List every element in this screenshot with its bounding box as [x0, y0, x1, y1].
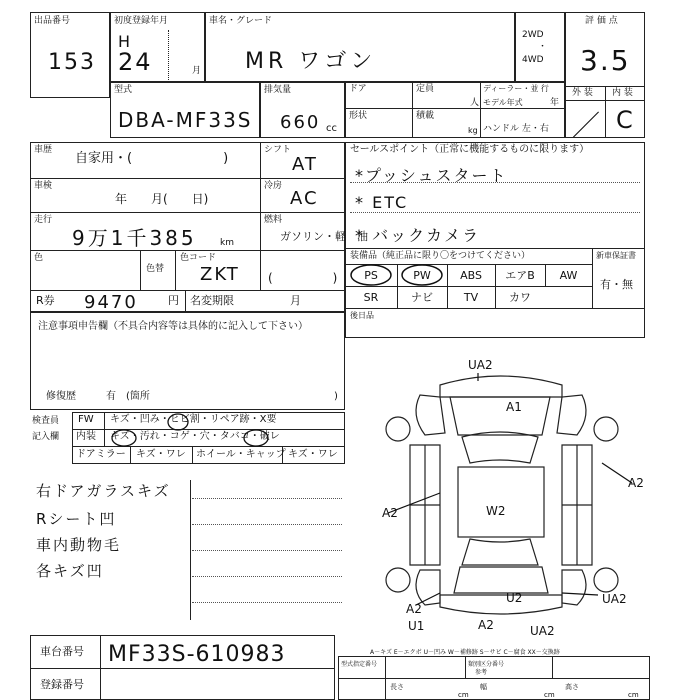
- equip-airbag: エアB: [505, 269, 535, 282]
- color-code-value: ZKT: [200, 264, 240, 285]
- equip-sr: SR: [363, 290, 379, 304]
- damage-legend: A－キズ E－エクボ U－凹み W－補修跡 S－サビ C－腐食 XX－交換跡: [370, 649, 560, 656]
- registration-label: 登録番号: [40, 678, 84, 691]
- mark-rear-left-bumper: U1: [408, 619, 425, 633]
- expiry-label: 名変期限: [190, 294, 234, 307]
- length-label: 長さ: [390, 683, 404, 691]
- equip-ps: PS: [364, 268, 378, 282]
- model-year-label: モデル年式: [483, 98, 523, 107]
- capacity-label: 定員: [416, 84, 435, 94]
- recycle-label: R券: [36, 294, 55, 307]
- inspection-template: 年 月( 日): [115, 192, 209, 206]
- fuel-paren: ( ): [268, 271, 338, 285]
- chassis-value: MF33S-610983: [108, 642, 286, 667]
- exterior-label: 外 装: [572, 88, 593, 98]
- first-registration-label: 初度登録年月: [114, 16, 169, 26]
- lot-number-value: 153: [48, 50, 96, 75]
- extra-wheel-damage: キズ・ワレ: [288, 449, 338, 460]
- car-damage-diagram: [370, 355, 660, 645]
- car-name-label: 車名・グレード: [209, 16, 273, 26]
- load-unit: kg: [468, 126, 478, 135]
- class-number-label: 類別区分番号: [468, 661, 505, 668]
- displacement-unit: cc: [326, 123, 337, 134]
- mileage-unit: km: [220, 238, 234, 248]
- mark-rear-hatch: U2: [506, 591, 523, 605]
- expiry-month: 月: [290, 294, 301, 307]
- interior-options: キズ・汚れ・コゲ・穴・タバコ・破レ: [110, 431, 280, 442]
- comment-2: Rシート凹: [36, 510, 117, 528]
- mark-hood: A1: [506, 400, 522, 414]
- door-label: ドア: [349, 84, 367, 94]
- shift-value: AT: [292, 154, 318, 175]
- fw-options: キズ・凹み・ヒビ割・リペア跡・X要: [110, 414, 277, 425]
- inspection-label: 車検: [34, 181, 53, 191]
- equip-leather: カワ: [509, 291, 531, 304]
- interior-check-label: 内装: [76, 431, 96, 442]
- usage-value: 自家用・( ): [75, 151, 229, 166]
- dealer-label: ディーラー・並 行: [483, 84, 549, 93]
- inspection-circle-marks: [100, 408, 320, 448]
- sales-point-3: * バックカメラ: [355, 226, 481, 245]
- color-code-label: 色コード: [180, 253, 217, 263]
- mark-rear-left: A2: [406, 602, 422, 616]
- model-label: 型式: [114, 85, 133, 95]
- load-label: 積載: [416, 111, 435, 121]
- height-label: 高さ: [565, 683, 579, 691]
- color-change-label: 色替: [146, 264, 165, 274]
- equipment-label: 装備品（純正品に限り〇をつけてください）: [350, 251, 531, 261]
- extra-mirror-damage: キズ・ワレ: [136, 449, 186, 460]
- drive-4wd: 4WD: [522, 55, 544, 65]
- registration-month-unit: 月: [192, 66, 202, 76]
- model-value: DBA-MF33S: [118, 108, 253, 132]
- form-designation-label: 型式指定番号: [341, 661, 378, 668]
- fuel-options: ガソリン・軽 油: [280, 230, 368, 243]
- entry-label: 記入欄: [32, 432, 60, 442]
- exterior-grade: ／: [572, 109, 603, 142]
- comment-1: 右ドアガラスキズ: [36, 482, 171, 500]
- sales-point-1: *プッシュスタート: [355, 166, 508, 185]
- height-unit: cm: [628, 691, 639, 699]
- sales-points-label: セールスポイント（正常に機能するものに限ります）: [350, 144, 590, 155]
- mark-rear-bumper-right: UA2: [530, 624, 555, 638]
- recycle-unit: 円: [168, 294, 179, 307]
- color-label: 色: [34, 253, 44, 263]
- equip-pw: PW: [413, 268, 431, 282]
- recycle-value: 9470: [84, 292, 138, 313]
- equip-navi: ナビ: [411, 291, 433, 304]
- equipment-circle-marks: [345, 262, 455, 310]
- capacity-unit: 人: [470, 98, 480, 108]
- equip-tv: TV: [463, 290, 479, 304]
- registration-year: 24: [118, 48, 153, 76]
- equip-aw: AW: [559, 268, 578, 282]
- new-warranty-value: 有・無: [600, 278, 633, 291]
- width-unit: cm: [544, 691, 555, 699]
- width-label: 幅: [480, 683, 487, 691]
- mark-left-side: A2: [382, 506, 398, 520]
- interior-label: 内 装: [612, 88, 633, 98]
- shift-label: シフト: [264, 145, 292, 155]
- repair-label: 修復歴: [46, 391, 76, 402]
- comment-4: 各キズ凹: [36, 562, 104, 580]
- chassis-label: 車台番号: [40, 645, 84, 658]
- interior-grade: C: [616, 106, 635, 134]
- displacement-value: 660: [280, 112, 321, 133]
- mileage-value: 9万1千385: [72, 226, 197, 250]
- registration-era: H: [118, 32, 133, 51]
- ac-label: 冷房: [264, 181, 283, 191]
- mark-rear-bumper: A2: [478, 618, 494, 632]
- extra-mirror: ドアミラー: [76, 449, 126, 460]
- length-unit: cm: [458, 691, 469, 699]
- ac-value: AC: [290, 188, 319, 209]
- fuel-label: 燃料: [264, 215, 283, 225]
- score-label: 評 価 点: [585, 16, 618, 26]
- drive-2wd: 2WD: [522, 30, 544, 40]
- mark-right-side: A2: [628, 476, 644, 490]
- extra-wheel: ホイール・キャップ: [196, 449, 286, 460]
- equip-abs: ABS: [460, 268, 482, 282]
- mark-roof: W2: [486, 504, 506, 518]
- score-value: 3.5: [580, 44, 631, 77]
- shape-label: 形状: [349, 111, 368, 121]
- mark-front-bumper: UA2: [468, 358, 493, 372]
- lot-number-label: 出品番号: [34, 16, 71, 26]
- comment-3: 車内動物毛: [36, 536, 122, 554]
- mark-rear-right: UA2: [602, 592, 627, 606]
- reference-label: 参考: [475, 669, 488, 676]
- repair-value: 有 (箇所: [106, 391, 150, 402]
- notes-label: 注意事項申告欄（不具合内容等は具体的に記入して下さい）: [38, 321, 308, 332]
- model-year-unit: 年: [550, 98, 560, 108]
- usage-label: 車歴: [34, 145, 53, 155]
- aftermarket-label: 後日品: [350, 311, 374, 320]
- new-warranty-label: 新車保証書: [596, 251, 636, 260]
- inspector-label: 検査員: [32, 416, 60, 426]
- handle-label: ハンドル 左・右: [483, 124, 549, 134]
- displacement-label: 排気量: [264, 85, 292, 95]
- car-name-value: MR ワゴン: [245, 49, 377, 74]
- sales-point-2: * ETC: [355, 193, 409, 212]
- fw-label: FW: [78, 414, 94, 425]
- mileage-label: 走行: [34, 215, 53, 225]
